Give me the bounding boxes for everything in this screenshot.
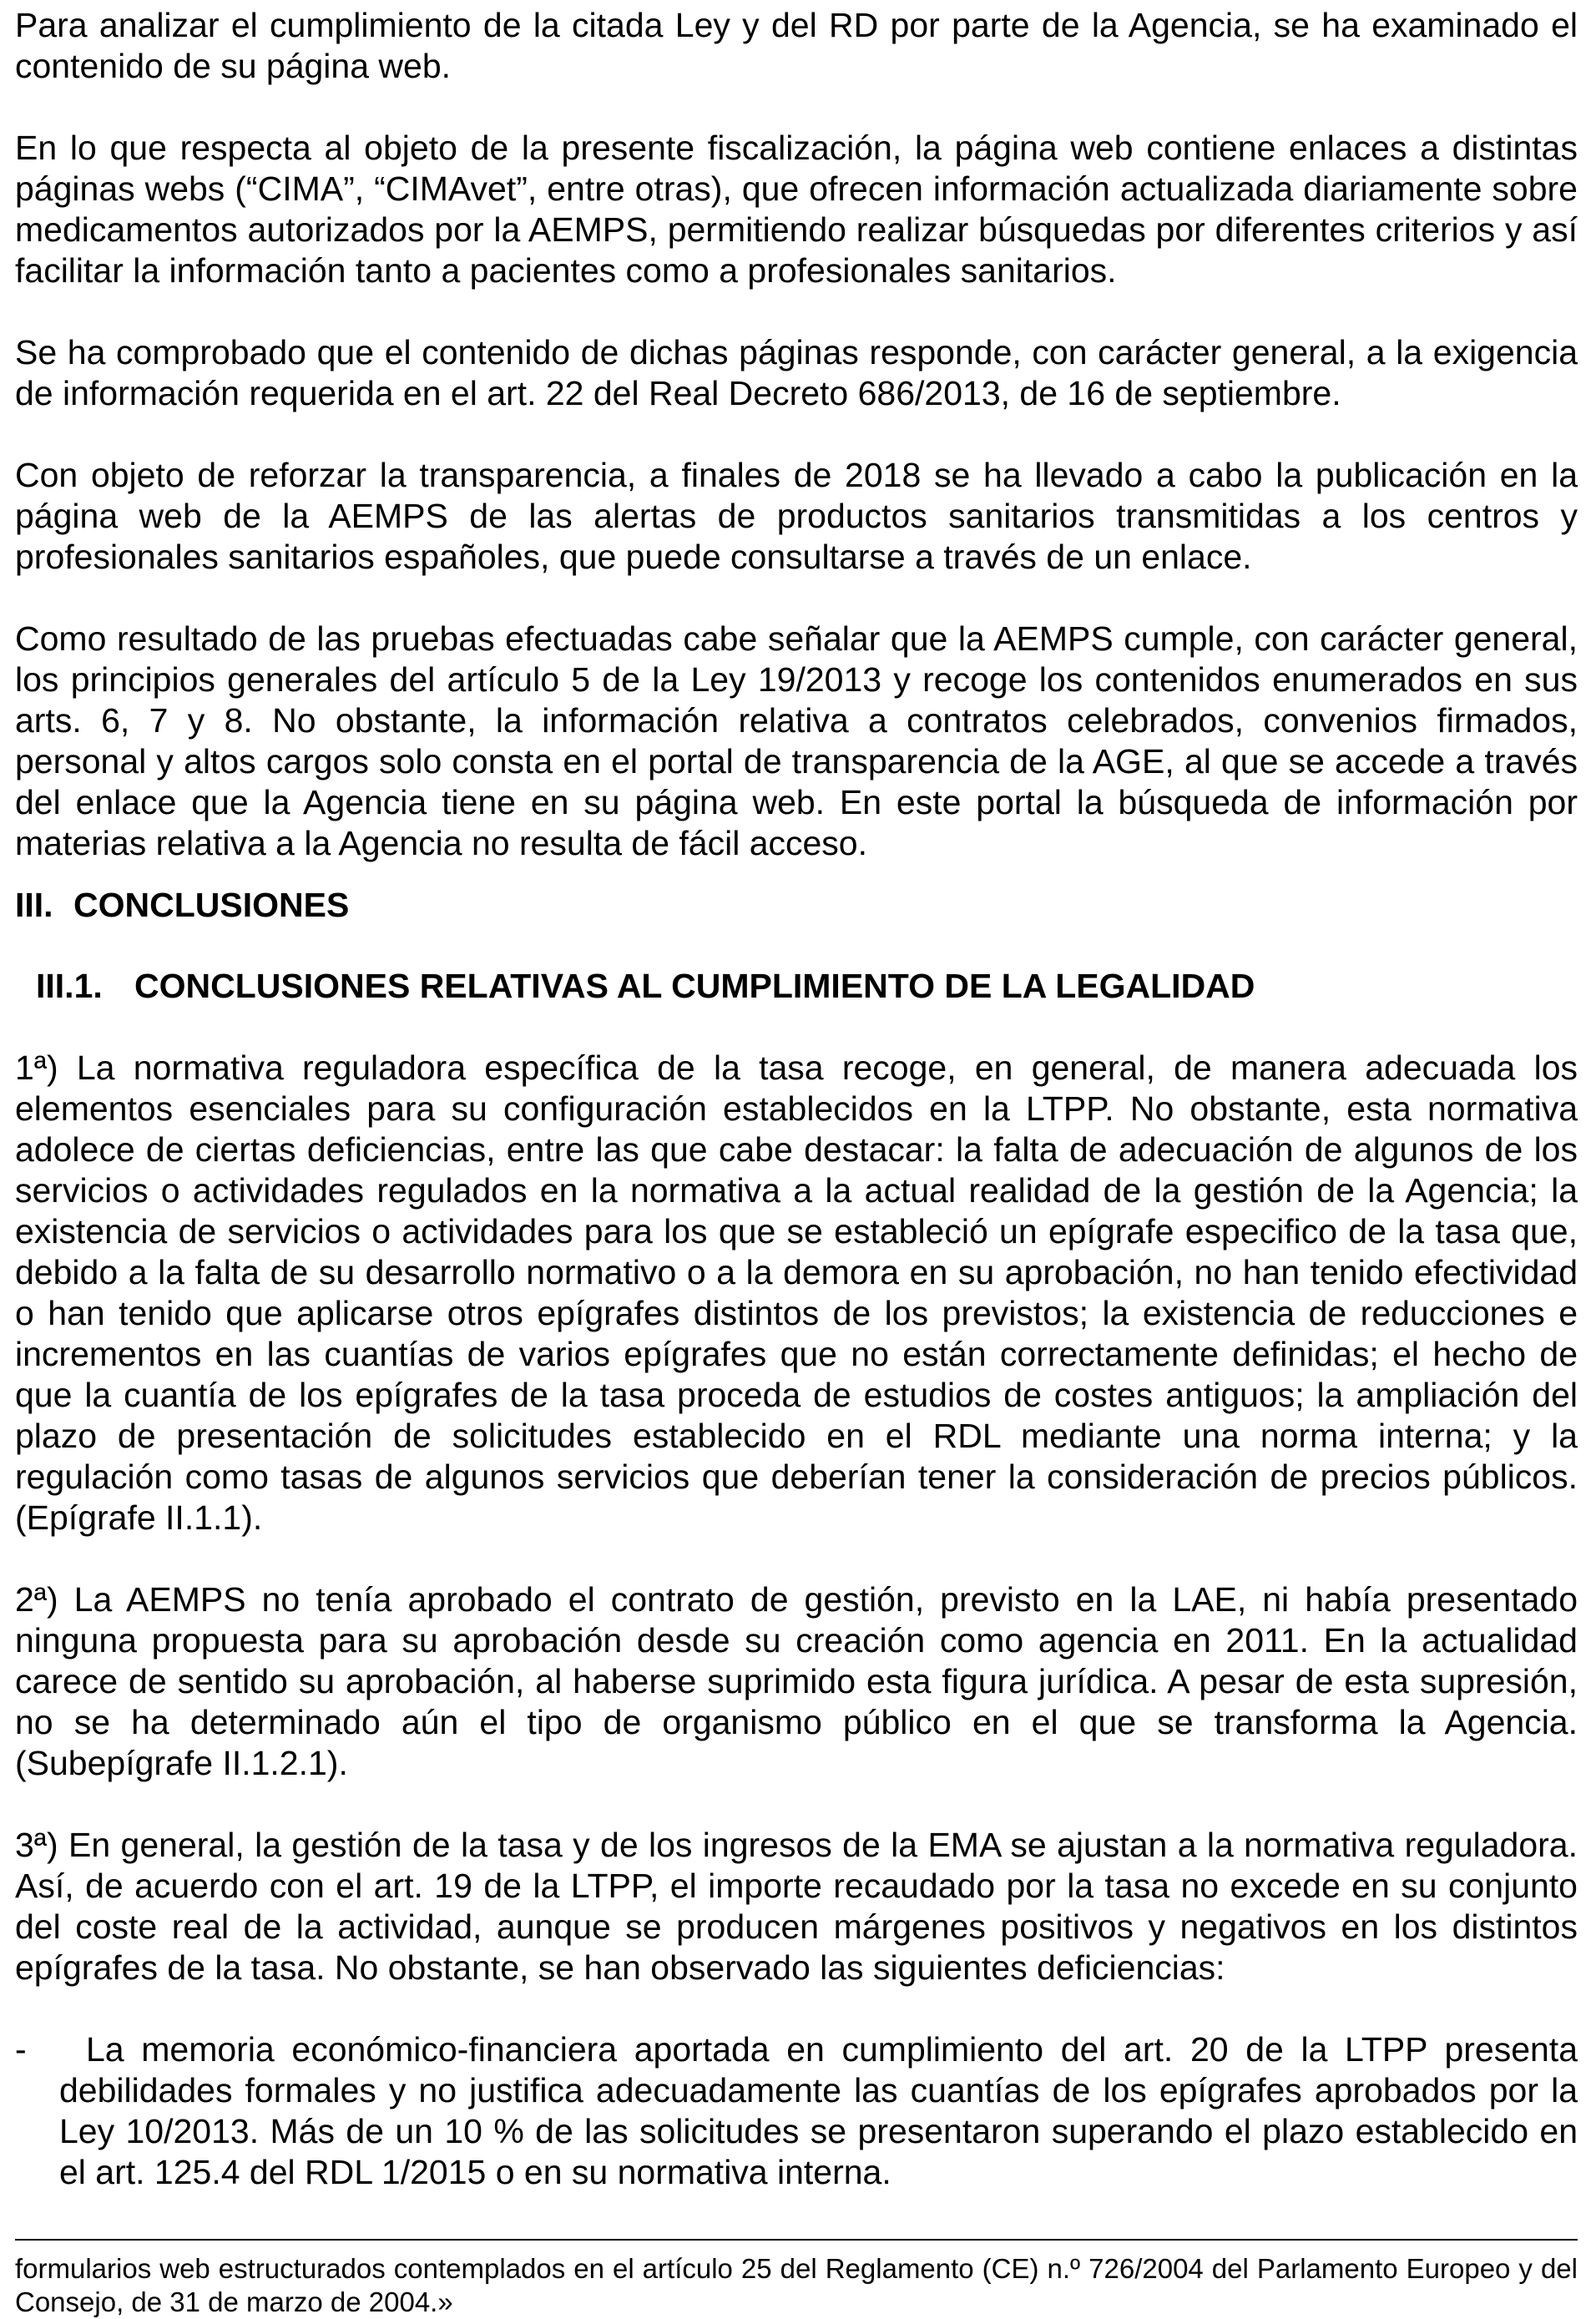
subsection-number: III.1. <box>36 967 103 1005</box>
section-number: III. <box>15 886 53 924</box>
footnote-divider <box>15 2239 1578 2241</box>
section-title: CONCLUSIONES <box>73 886 350 924</box>
subsection-heading <box>15 966 1578 1007</box>
conclusion-2: 2ª) La AEMPS no tenía aprobado el contrato de gestión, previsto en la LAE, ni había presentado ninguna propuesta para su aprobación desde su creación como agencia en 2011. En la actualidad carece de sentido su aprobación, al haberse suprimido esta figura jurídica. A pesar de esta supresión, no se ha determinado aún el tipo de organismo público en el que se transforma la Agencia. (Subepígrafe II.1.2.1). <box>15 1580 1578 1782</box>
conclusion-3: 3ª) En general, la gestión de la tasa y de los ingresos de la EMA se ajustan a la normativa reguladora. Así, de acuerdo con el art. 19 de la LTPP, el importe recaudado por la tasa no excede en su conjunto del coste real de la actividad, aunque se producen márgenes positivos y negativos en los distintos epígrafes de la tasa. No obstante, se han observado las siguientes deficiencias: <box>15 1826 1578 1987</box>
subsection-title: CONCLUSIONES RELATIVAS AL CUMPLIMIENTO DE LA LEGALIDAD <box>134 967 1255 1005</box>
paragraph-test-results: Como resultado de las pruebas efectuadas cabe señalar que la AEMPS cumple, con carácter general, los principios generales del artículo 5 de la Ley 19/2013 y recoge los contenidos enumerados en sus arts. 6, 7 y 8. No obstante, la información relativa a contratos celebrados, convenios firmados, personal y altos cargos solo consta en el portal de transparencia de la AGE, al que se accede a través del enlace que la Agencia tiene en su página web. En este portal la búsqueda de información por materias relativa a la Agencia no resulta de fácil acceso. <box>15 619 1578 862</box>
bullet-text: La memoria económico-financiera aportada en cumplimiento del art. 20 de la LTPP presenta debilidades formales y no justifica adecuadamente las cuantías de los epígrafes aprobados por la Ley 10/2013. Más de un 10 % de las solicitudes se presentaron superando el plazo establecido en el art. 125.4 del RDL 1/2015 o en su normativa interna. <box>59 2030 1578 2191</box>
paragraph-web-links: En lo que respecta al objeto de la presente fiscalización, la página web contiene enlaces a distintas páginas webs (“CIMA”, “CIMAvet”, entre otras), que ofrecen información actualizada diariamente sobre medicamentos autorizados por la AEMPS, permitiendo realizar búsquedas por diferentes criterios y así facilitar la información tanto a pacientes como a profesionales sanitarios. <box>15 129 1578 290</box>
bullet-item <box>15 2029 1578 2193</box>
paragraph-content-compliance: Se ha comprobado que el contenido de dichas páginas responde, con carácter general, a la exigencia de información requerida en el art. 22 del Real Decreto 686/2013, de 16 de septiembre. <box>15 333 1578 412</box>
bullet-marker: - <box>15 2030 27 2069</box>
document-page <box>15 5 1578 2193</box>
conclusion-1: 1ª) La normativa reguladora específica de la tasa recoge, en general, de manera adecuada los elementos esenciales para su configuración establecidos en la LTPP. No obstante, esta normativa adolece de ciertas deficiencias, entre las que cabe destacar: la falta de adecuación de algunos de los servicios o actividades regulados en la normativa a la actual realidad de la gestión de la Agencia; la existencia de servicios o actividades para los que se estableció un epígrafe especifico de la tasa que, debido a la falta de su desarrollo normativo o a la demora en su aprobación, no han tenido efectividad o han tenido que aplicarse otros epígrafes distintos de los previstos; la existencia de reducciones e incrementos en las cuantías de varios epígrafes que no están correctamente definidas; el hecho de que la cuantía de los epígrafes de la tasa proceda de estudios de costes antiguos; la ampliación del plazo de presentación de solicitudes establecido en el RDL mediante una norma interna; y la regulación como tasas de algunos servicios que deberían tener la consideración de precios públicos. (Epígrafe II.1.1). <box>15 1048 1578 1537</box>
section-heading <box>15 885 1578 926</box>
paragraph-web-examination: Para analizar el cumplimiento de la citada Ley y del RD por parte de la Agencia, se ha examinado el contenido de su página web. <box>15 6 1578 85</box>
paragraph-transparency-alerts: Con objeto de reforzar la transparencia, a finales de 2018 se ha llevado a cabo la publicación en la página web de la AEMPS de las alertas de productos sanitarios transmitidas a los centros y profesionales sanitarios españoles, que puede consultarse a través de un enlace. <box>15 456 1578 576</box>
footnote-text: formularios web estructurados contemplados en el artículo 25 del Reglamento (CE) n.º 726/2004 del Parlamento Europeo y del Consejo, de 31 de marzo de 2004.» <box>15 2253 1578 2317</box>
